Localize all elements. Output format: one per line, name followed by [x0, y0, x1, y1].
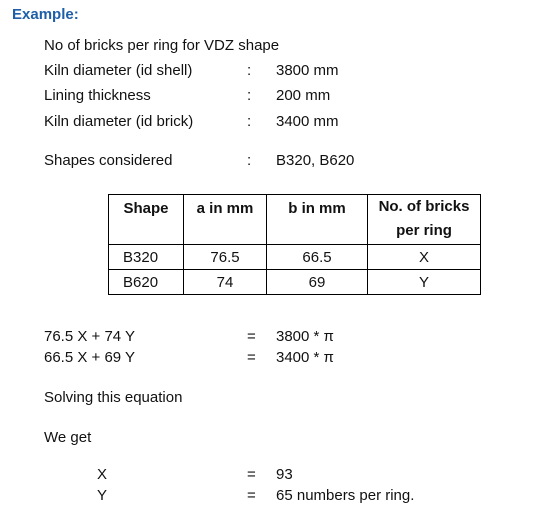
param-label-brick: Kiln diameter (id brick): [44, 113, 194, 130]
cell-b: 66.5: [267, 245, 368, 270]
equation-equals: =: [247, 349, 256, 366]
param-value-shell: 3800 mm: [276, 62, 339, 79]
intro-text: No of bricks per ring for VDZ shape: [44, 37, 280, 54]
param-value-lining: 200 mm: [276, 87, 331, 104]
shapes-sep: :: [247, 152, 252, 169]
bricks-table: [108, 194, 481, 295]
solving-text: Solving this equation: [44, 389, 183, 406]
header-b: b in mm: [267, 195, 368, 245]
equation-lhs: 76.5 X + 74 Y: [44, 328, 136, 345]
param-label-shell: Kiln diameter (id shell): [44, 62, 193, 79]
example-heading: Example:: [12, 6, 79, 23]
result-var-x: X: [97, 466, 108, 483]
param-label-lining: Lining thickness: [44, 87, 151, 104]
shapes-value: B320, B620: [276, 152, 355, 169]
result-equals: =: [247, 487, 256, 504]
header-bricks-per-ring: [368, 195, 481, 245]
cell-bricks: X: [368, 245, 481, 270]
param-value-brick: 3400 mm: [276, 113, 339, 130]
cell-shape: B620: [109, 270, 184, 295]
result-value-y: 65 numbers per ring.: [276, 487, 415, 504]
result-var-y: Y: [97, 487, 108, 504]
table-row: [109, 245, 481, 270]
table-header-row: [109, 195, 481, 245]
param-sep: :: [247, 87, 252, 104]
header-shape: Shape: [109, 195, 184, 245]
equation-equals: =: [247, 328, 256, 345]
cell-b: 69: [267, 270, 368, 295]
result-equals: =: [247, 466, 256, 483]
we-get-text: We get: [44, 429, 92, 446]
cell-a: 76.5: [184, 245, 267, 270]
header-bricks-line2: per ring: [396, 222, 452, 239]
param-sep: :: [247, 113, 252, 130]
result-value-x: 93: [276, 466, 293, 483]
equation-lhs: 66.5 X + 69 Y: [44, 349, 136, 366]
header-bricks-line1: No. of bricks: [378, 198, 470, 215]
header-a: a in mm: [184, 195, 267, 245]
cell-a: 74: [184, 270, 267, 295]
cell-bricks: Y: [368, 270, 481, 295]
equation-rhs: 3800 * π: [276, 328, 334, 345]
equation-rhs: 3400 * π: [276, 349, 334, 366]
cell-shape: B320: [109, 245, 184, 270]
table-row: [109, 270, 481, 295]
shapes-label: Shapes considered: [44, 152, 173, 169]
param-sep: :: [247, 62, 252, 79]
